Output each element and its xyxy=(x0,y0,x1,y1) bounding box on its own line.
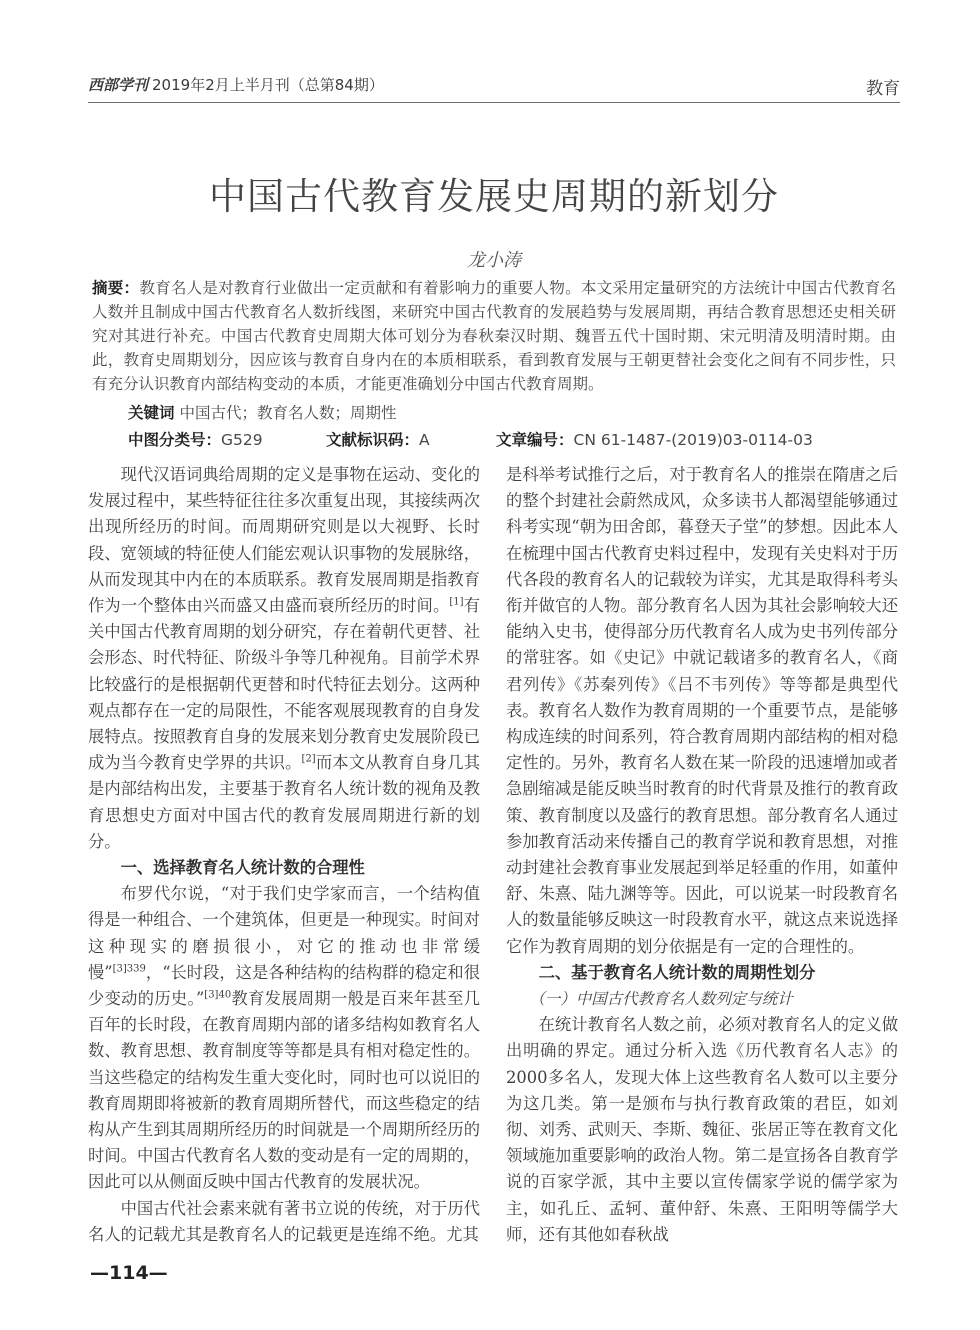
section-heading: 二、基于教育名人统计数的周期性划分 xyxy=(538,962,816,982)
body-paragraph: 现代汉语词典给周期的定义是事物在运动、变化的发展过程中，某些特征往往多次重复出现，其接续两次出现所经历的时间。而周期研究则是以大视野、长时段、宽领域的特征使人们能宏观认识事物的发展脉络，从而发现其中内在的本质联系。教育发展周期是指教育作为一个整体由兴而盛又由盛而衰所经历的时间。[1]有关中国古代教育周期的划分研究，存在着朝代更替、社会形态、时代特征、阶级斗争等几种视角。目前学术界比较盛行的是根据朝代更替和时代特征去划分。这两种观点都存在一定的局限性，不能客观展现教育的自身发展特点。按照教育自身的发展来划分教育史发展阶段已成为当今教育史学界的共识。[2]而本文从教育自身几其是内部结构出发，主要基于教育名人统计数的视角及教育思想史方面对中国古代的教育发展周期进行新的划分。 xyxy=(88,465,480,851)
document-code: 文献标识码：A xyxy=(326,431,430,449)
citation: [1] xyxy=(449,596,464,608)
subsection-heading: （一）中国古代教育名人数列定与统计 xyxy=(529,990,793,1009)
body-paragraph: 中国古代社会素来就有著书立说的传统，对于历代名人的记载尤其是教育名人的记载更是连绵不绝。尤其 xyxy=(88,1198,480,1244)
journal-info xyxy=(88,74,384,95)
clc-number: 中图分类号：G529 xyxy=(128,431,263,449)
abstract-label: 摘要： xyxy=(92,279,140,297)
abstract-text: 教育名人是对教育行业做出一定贡献和有着影响力的重要人物。本文采用定量研究的方法统计中国古代教育名人数并且制成中国古代教育名人数折线图，来研究中国古代教育的发展趋势与发展周期，再结合教育思想还史相关研究对其进行补充。中国古代教育史周期大体可划分为春秋秦汉时期、魏晋五代十国时期、宋元明清及明清时期。由此，教育史周期划分，因应该与教育自身内在的本质相联系，看到教育发展与王朝更替社会变化之间有不同步性，只有充分认识教育内部结构变动的本质，才能更准确划分中国古代教育周期。 xyxy=(92,279,896,393)
keywords-label: 关键词 xyxy=(128,404,175,422)
section-heading: 一、选择教育名人统计数的合理性 xyxy=(120,858,365,878)
citation: [3]339 xyxy=(112,963,146,975)
right-column xyxy=(506,462,898,1248)
keywords-text: 中国古代；教育名人数；周期性 xyxy=(179,404,397,422)
abstract xyxy=(92,276,896,396)
journal-name: 西部学刊 xyxy=(88,76,149,94)
body-paragraph: 在统计教育名人数之前，必须对教育名人的定义做出明确的界定。通过分析入选《历代教育名人志》的2000多名人，发现大体上这些教育名人数可以主要分为这几类。第一是颁布与执行教育政策的君臣，如刘彻、刘秀、武则天、李斯、魏征、张居正等在教育文化领域施加重要影响的政治人物。第二是宣扬各自教育学说的百家学派，其中主要以宣传儒家学说的儒学家为主，如孔丘、孟轲、董仲舒、朱熹、王阳明等儒学大师，还有其他如春秋战 xyxy=(506,1015,898,1244)
left-column xyxy=(88,462,480,1248)
journal-issue: 2019年2月上半月刊（总第84期） xyxy=(152,76,384,94)
citation: [2] xyxy=(301,753,316,765)
body-paragraph: 是科举考试推行之后，对于教育名人的推崇在隋唐之后的整个封建社会蔚然成风，众多读书人都渴望能够通过科考实现“朝为田舍郎，暮登天子堂”的梦想。因此本人在梳理中国古代教育史料过程中，发现有关史料对于历代各段的教育名人的记载较为详实，尤其是取得科考头衔并做官的人物。部分教育名人因为其社会影响较大还能纳入史书，使得部分历代教育名人成为史书列传部分的常驻客。如《史记》中就记载诸多的教育名人，《商君列传》《苏秦列传》《吕不韦列传》等等都是典型代表。教育名人数作为教育周期的一个重要节点，是能够构成连续的时间系列，符合教育周期内部结构的相对稳定性的。另外，教育名人数在某一阶段的迅速增加或者急剧缩减是能反映当时教育的时代背景及推行的教育政策、教育制度以及盛行的教育思想。部分教育名人通过参加教育活动来传播自己的教育学说和教育思想，对推动封建社会教育事业发展起到举足轻重的作用，如董仲舒、朱熹、陆九渊等等。因此，可以说某一时段教育名人的数量能够反映这一时段教育水平，就这点来说选择它作为教育周期的划分依据是有一定的合理性的。 xyxy=(506,465,898,956)
author-name: 龙小涛 xyxy=(467,250,521,271)
section-tag: 教育 xyxy=(866,79,900,99)
article-title: 中国古代教育发展史周期的新划分 xyxy=(209,175,779,218)
body-paragraph: 布罗代尔说，“对于我们史学家而言，一个结构值得是一种组合、一个建筑体，但更是一种现实。时间对这种现实的磨损很小，对它的推动也非常缓慢”$^{[3]339}$，“长时段，这是各种结构的结构群的稳定和很少变动的历史。”$^{[3]40}$教育发展周期一般是百来年甚至几百年的长时段，在教育周期内部的诸多结构如教育名人数、教育思想、教育制度等等都是具有相对稳定性的。当这些稳定的结构发生重大变化时，同时也可以说旧的教育周期即将被新的教育周期所替代，而这些稳定的结构从产生到其周期所经历的时间就是一个周期所经历的时间。中国古代教育名人数的变动是有一定的周期的，因此可以从侧面反映中国古代教育的发展状况。 xyxy=(88,884,481,1192)
running-header xyxy=(88,72,900,103)
page-number: —114— xyxy=(90,1262,168,1284)
citation: [3]40 xyxy=(204,989,232,1001)
article-number: 文章编号：CN 61-1487-(2019)03-0114-03 xyxy=(496,431,813,449)
keywords xyxy=(128,401,396,423)
